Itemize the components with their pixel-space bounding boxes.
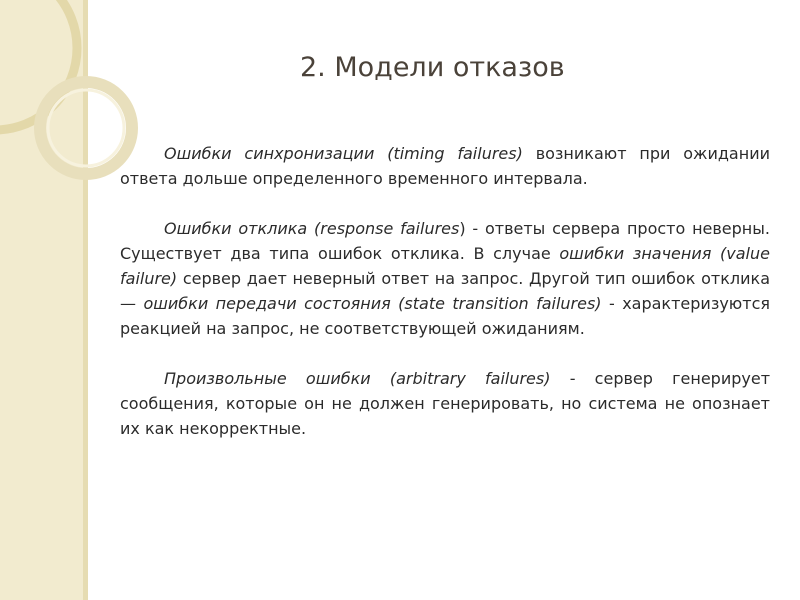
body-text: - сервер генерирует сообщения, которые он не должен генерировать, но система не опознает их как некорректные. <box>120 369 771 438</box>
paragraph-timing-failures <box>120 141 770 191</box>
decorative-ring-small-inner <box>48 90 124 166</box>
body-text: - характеризуются реакцией на запрос, не соответствующей ожиданиям. <box>120 294 770 338</box>
slide-body <box>120 141 770 441</box>
italic-term-text: ошибки значения (value failure) <box>120 244 770 288</box>
decorative-ring-small <box>40 82 132 174</box>
body-text: возникают при ожидании ответа дольше определенного временного интервала. <box>120 144 770 188</box>
paragraph-response-failures <box>120 216 770 341</box>
body-text: сервер дает неверный ответ на запрос. Другой тип ошибок отклика — <box>120 269 770 313</box>
italic-term-text: ошибки передачи состояния (state transition failures) <box>143 294 602 313</box>
italic-term-text: Ошибки отклика (response failures <box>164 219 460 238</box>
italic-term-text: Произвольные ошибки (arbitrary failures) <box>164 369 551 388</box>
paragraph-arbitrary-failures <box>120 366 770 441</box>
italic-term-text: Ошибки синхронизации (timing failures) <box>164 144 523 163</box>
body-text: ) - ответы сервера просто неверны. Существует два типа ошибок отклика. В случае <box>120 219 770 263</box>
slide-title: 2. Модели отказов <box>300 52 565 83</box>
